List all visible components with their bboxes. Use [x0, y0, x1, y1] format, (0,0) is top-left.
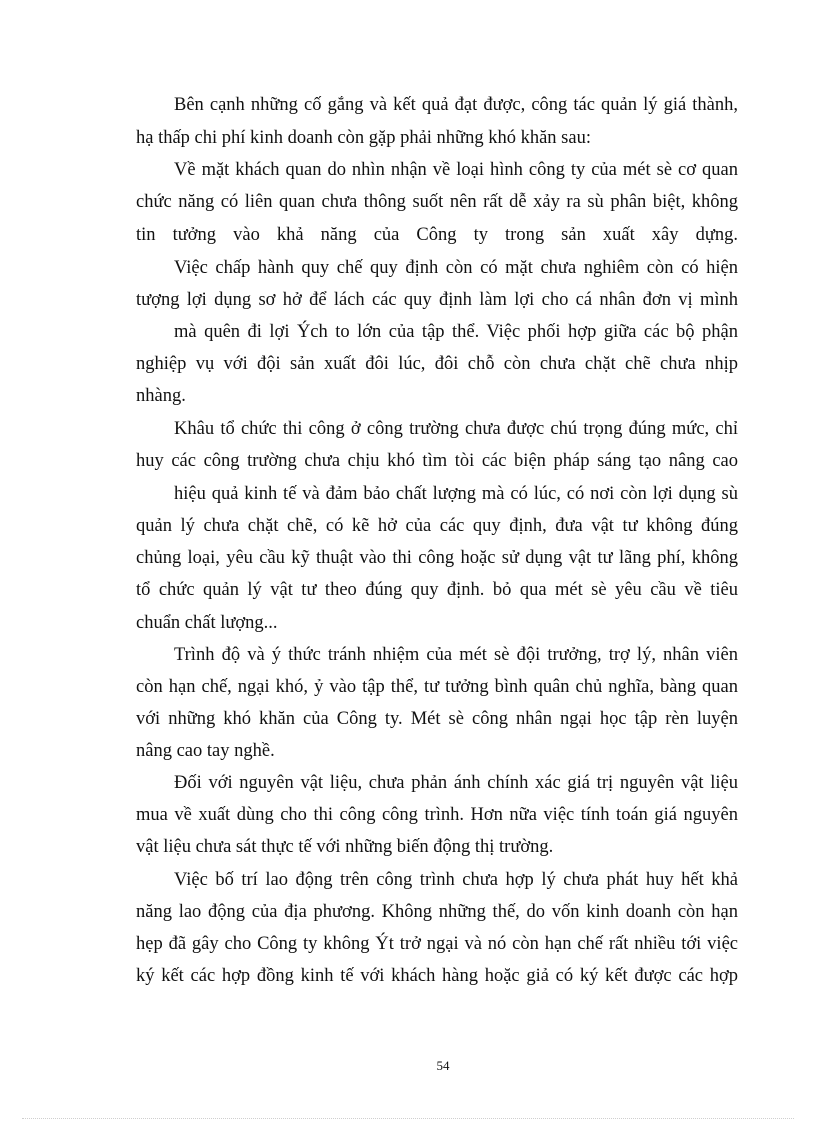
text-line: tượng lợi dụng sơ hở để lách các quy định làm lợi cho cá nhân đơn vị mình	[136, 290, 738, 310]
text-line: hạ thấp chi phí kinh doanh còn gặp phải những khó khăn sau:	[136, 128, 591, 148]
text-line: chuẩn chất lượng...	[136, 613, 278, 633]
text-line: Trình độ và ý thức tránh nhiệm của mét sè đội trưởng, trợ lý, nhân viên	[174, 645, 738, 665]
text-line: nâng cao tay nghề.	[136, 741, 275, 761]
text-line: chức năng có liên quan chưa thông suốt nên rất dễ xảy ra sù phân biệt, không	[136, 192, 738, 212]
text-line: Việc bố trí lao động trên công trình chưa hợp lý chưa phát huy hết khả	[174, 870, 738, 890]
text-line: Khâu tổ chức thi công ở công trường chưa được chú trọng đúng mức, chỉ	[174, 419, 738, 439]
text-line: huy các công trường chưa chịu khó tìm tòi các biện pháp sáng tạo nâng cao	[136, 451, 738, 471]
text-line: ký kết các hợp đồng kinh tế với khách hàng hoặc giả có ký kết được các hợp	[136, 966, 738, 986]
text-line: Đối với nguyên vật liệu, chưa phản ánh chính xác giá trị nguyên vật liệu	[174, 773, 738, 793]
text-line: mua về xuất dùng cho thi công công trình. Hơn nữa việc tính toán giá nguyên	[136, 805, 738, 825]
text-line: với những khó khăn của Công ty. Mét sè công nhân ngại học tập rèn luyện	[136, 709, 738, 729]
text-line: tin tưởng vào khả năng của Công ty trong sản xuất xây dựng.	[136, 225, 738, 245]
text-line: Việc chấp hành quy chế quy định còn có mặt chưa nghiêm còn có hiện	[174, 258, 738, 278]
text-line: Về mặt khách quan do nhìn nhận về loại hình công ty của mét sè cơ quan	[174, 160, 738, 180]
text-line: mà quên đi lợi Ých to lớn của tập thể. Việc phối hợp giữa các bộ phận	[174, 322, 738, 342]
text-line: còn hạn chế, ngại khó, ỷ vào tập thể, tư tưởng bình quân chủ nghĩa, bàng quan	[136, 677, 738, 697]
text-line: hiệu quả kinh tế và đảm bảo chất lượng mà có lúc, có nơi còn lợi dụng sù	[174, 484, 738, 504]
text-line: Bên cạnh những cố gắng và kết quả đạt được, công tác quản lý giá thành,	[174, 95, 738, 115]
text-line: quản lý chưa chặt chẽ, có kẽ hở của các quy định, đưa vật tư không đúng	[136, 516, 738, 536]
page-number: 54	[436, 1058, 450, 1073]
page-bottom-divider	[22, 1118, 794, 1119]
text-line: tổ chức quản lý vật tư theo đúng quy định. bỏ qua mét sè yêu cầu về tiêu	[136, 580, 738, 600]
text-line: nhàng.	[136, 386, 186, 406]
text-line: vật liệu chưa sát thực tế với những biến động thị trường.	[136, 837, 554, 857]
text-line: hẹp đã gây cho Công ty không Ýt trở ngại và nó còn hạn chế rất nhiều tới việc	[136, 934, 738, 954]
text-line: nghiệp vụ với đội sản xuất đôi lúc, đôi chỗ còn chưa chặt chẽ chưa nhịp	[136, 354, 738, 374]
text-line: năng lao động của địa phương. Không những thế, do vốn kinh doanh còn hạn	[136, 902, 738, 922]
text-line: chủng loại, yêu cầu kỹ thuật vào thi công hoặc sử dụng vật tư lãng phí, không	[136, 548, 738, 568]
